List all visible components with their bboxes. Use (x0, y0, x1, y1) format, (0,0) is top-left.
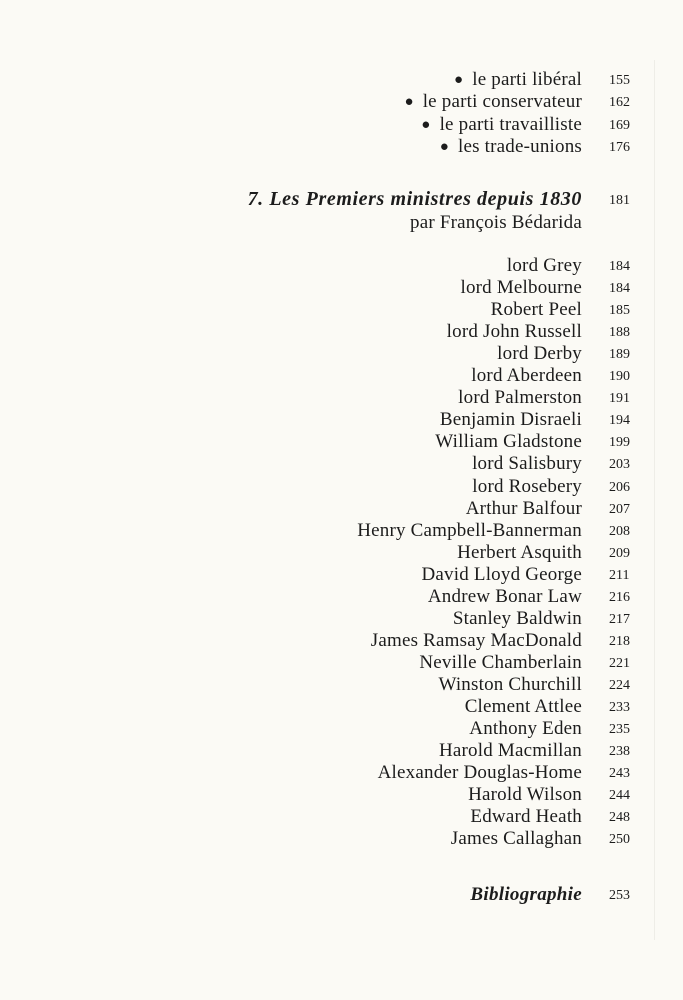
minister-name: William Gladstone (435, 431, 582, 452)
toc-entry-minister (0, 630, 683, 652)
minister-name: lord Melbourne (460, 277, 582, 298)
toc-page-number: 209 (609, 546, 630, 561)
toc-entry-minister (0, 784, 683, 806)
toc-entry-party (0, 114, 683, 136)
toc-entry-minister (0, 674, 683, 696)
toc-entry-label (421, 114, 582, 137)
toc-page-number: 189 (609, 347, 630, 362)
toc-entry-minister (0, 542, 683, 564)
toc-entry-minister (0, 453, 683, 475)
toc-page-number: 184 (609, 281, 630, 296)
minister-name: Arthur Balfour (465, 498, 582, 519)
minister-name: Winston Churchill (438, 674, 582, 695)
minister-name: lord Rosebery (472, 476, 582, 497)
toc-page-number: 218 (609, 634, 630, 649)
bullet-icon: ● (421, 117, 431, 133)
toc-page-number: 250 (609, 832, 630, 847)
toc-entry-party (0, 136, 683, 158)
minister-name: lord Salisbury (472, 453, 582, 474)
minister-name: Neville Chamberlain (419, 652, 582, 673)
toc-entry-minister (0, 498, 683, 520)
chapter-heading (0, 188, 683, 210)
toc-page-number: 211 (609, 568, 630, 583)
toc-entry-minister (0, 586, 683, 608)
minister-name: lord John Russell (446, 321, 582, 342)
toc-entry-minister (0, 520, 683, 542)
toc-page-number: 155 (609, 73, 630, 88)
minister-name: Harold Macmillan (438, 740, 582, 761)
toc-entry-text: le parti conservateur (422, 91, 582, 112)
toc-page-number: 224 (609, 678, 630, 693)
toc-page-number: 184 (609, 259, 630, 274)
minister-name: Herbert Asquith (457, 542, 582, 563)
minister-name: Harold Wilson (468, 784, 582, 805)
toc-entry-minister (0, 608, 683, 630)
minister-name: Anthony Eden (469, 718, 582, 739)
minister-name: lord Palmerston (458, 387, 582, 408)
minister-name: Edward Heath (470, 806, 582, 827)
toc-page-number: 185 (609, 303, 630, 318)
toc-page-number: 221 (609, 656, 630, 671)
toc-page-number: 190 (609, 369, 630, 384)
bullet-icon: ● (439, 139, 449, 155)
toc-entry-minister (0, 762, 683, 784)
bibliography-label: Bibliographie (470, 884, 582, 905)
toc-page-number: 244 (609, 788, 630, 803)
toc-page-number: 206 (609, 480, 630, 495)
minister-name: Benjamin Disraeli (439, 409, 582, 430)
toc-page-number: 199 (609, 435, 630, 450)
toc-page-number: 238 (609, 744, 630, 759)
minister-name: Robert Peel (490, 299, 582, 320)
toc-page-number: 208 (609, 524, 630, 539)
minister-name: Clement Attlee (464, 696, 582, 717)
toc-entry-label (440, 136, 582, 159)
toc-entry-minister (0, 564, 683, 586)
toc-entry-minister (0, 740, 683, 762)
toc-page-number: 217 (609, 612, 630, 627)
toc-entry-text: le parti travailliste (439, 114, 582, 135)
toc-page-number: 235 (609, 722, 630, 737)
minister-name: James Callaghan (450, 828, 582, 849)
bullet-icon: ● (404, 94, 414, 110)
toc-entry-minister (0, 696, 683, 718)
toc-page-number: 216 (609, 590, 630, 605)
minister-name: Stanley Baldwin (452, 608, 582, 629)
chapter-author-row (0, 212, 683, 234)
toc-page-number: 188 (609, 325, 630, 340)
toc-page-number: 203 (609, 457, 630, 472)
toc-entry-minister (0, 828, 683, 850)
minister-name: David Lloyd George (421, 564, 582, 585)
toc-entry-minister (0, 387, 683, 409)
minister-name: Andrew Bonar Law (427, 586, 582, 607)
toc-entry-minister (0, 343, 683, 365)
minister-name: Alexander Douglas-Home (377, 762, 582, 783)
minister-name: Henry Campbell-Bannerman (357, 520, 582, 541)
toc-entry-label (454, 69, 582, 92)
toc-entry-text: le parti libéral (472, 69, 582, 90)
minister-name: James Ramsay MacDonald (370, 630, 582, 651)
toc-page-number: 191 (609, 391, 630, 406)
bullet-icon: ● (453, 72, 464, 88)
toc-page-number: 194 (609, 413, 630, 428)
toc-entry-minister (0, 255, 683, 277)
toc-entry-minister (0, 299, 683, 321)
toc-page-number: 207 (609, 502, 630, 517)
toc-entry-minister (0, 718, 683, 740)
toc-entry-minister (0, 365, 683, 387)
toc-entry-party (0, 91, 683, 113)
toc-entry-text: les trade-unions (457, 136, 582, 157)
toc-page-number: 243 (609, 766, 630, 781)
minister-name: lord Derby (497, 343, 582, 364)
toc-page-number: 176 (609, 140, 630, 155)
toc-entry-minister (0, 806, 683, 828)
toc-entry-party (0, 69, 683, 91)
toc-page-number: 169 (609, 118, 630, 133)
toc-entry-label (404, 91, 582, 114)
toc-page-number: 248 (609, 810, 630, 825)
toc-page-number: 162 (609, 95, 630, 110)
toc-page-number: 233 (609, 700, 630, 715)
chapter-author: par François Bédarida (410, 212, 582, 233)
toc-entry-minister (0, 409, 683, 431)
toc-entry-bibliography (0, 884, 683, 906)
toc-page-number: 181 (609, 193, 630, 208)
toc-entry-minister (0, 476, 683, 498)
chapter-title: 7. Les Premiers ministres depuis 1830 (247, 188, 582, 210)
minister-name: lord Aberdeen (471, 365, 582, 386)
toc-entry-minister (0, 431, 683, 453)
toc-entry-minister (0, 652, 683, 674)
toc-entry-minister (0, 277, 683, 299)
toc-entry-minister (0, 321, 683, 343)
toc-page-number: 253 (609, 888, 630, 903)
minister-name: lord Grey (506, 255, 582, 276)
